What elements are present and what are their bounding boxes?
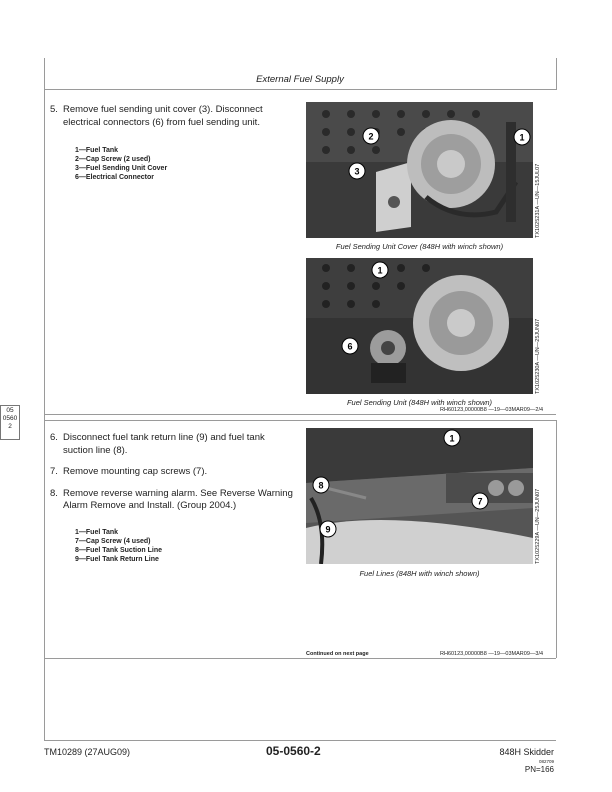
photo1-callout-1	[513, 128, 531, 148]
photo3-callout-7	[471, 492, 489, 512]
footer-page-number: 05-0560-2	[266, 744, 321, 758]
continued-note: Continued on next page	[306, 651, 369, 657]
section2-legend: 1—Fuel Tank 7—Cap Screw (4 used) 8—Fuel Tank Suction Line 9—Fuel Tank Return Line	[75, 529, 162, 563]
svg-text:1: 1	[519, 132, 525, 143]
left-margin-rule	[44, 58, 45, 740]
photo1-callout-3	[348, 162, 366, 182]
footer-model: 848H Skidder	[499, 747, 554, 757]
svg-text:2: 2	[368, 131, 374, 142]
footer-date-code: 082709	[538, 759, 554, 764]
section-divider-3	[44, 658, 556, 659]
footer-rule	[44, 740, 556, 741]
photo1-code: TX1025231A —UN—15JUL07	[535, 163, 541, 238]
photo3-callout-8	[312, 476, 330, 496]
photo-fuel-lines	[306, 428, 533, 564]
photo1-caption: Fuel Sending Unit Cover (848H with winch shown)	[335, 242, 504, 251]
section-header: External Fuel Supply	[256, 74, 344, 85]
svg-text:8: 8	[318, 480, 324, 491]
step-7: 7. Remove mounting cap screws (7).	[50, 466, 208, 477]
section2-ref: RH60123,00000B8 —19—03MAR09—3/4	[440, 651, 544, 657]
footer-manual-id: TM10289 (27AUG09)	[44, 747, 131, 757]
svg-text:6: 6	[347, 341, 353, 352]
svg-text:7: 7	[477, 496, 483, 507]
photo-fuel-sending-unit-cover	[306, 102, 533, 238]
step-5: 5. Remove fuel sending unit cover (3). Disconnect electrical connectors (6) from fuel sending unit.	[50, 104, 263, 128]
right-margin-rule-top	[556, 58, 557, 90]
section-divider-1	[44, 414, 556, 415]
photo2-callout-1	[371, 261, 389, 281]
footer-pn: PN=166	[524, 765, 554, 774]
right-margin-rule-mid	[556, 420, 557, 658]
section1-steps	[50, 104, 290, 129]
step-8: 8. Remove reverse warning alarm. See Reverse Warning Alarm Remove and Install. (Group 2004.)	[50, 487, 293, 511]
svg-text:1: 1	[449, 433, 455, 444]
photo3-callout-1	[443, 429, 461, 449]
section1-ref: RH60123,00000B8 —19—03MAR09—2/4	[440, 407, 544, 413]
header-rule	[44, 89, 556, 90]
step-6: 6. Disconnect fuel tank return line (9) and fuel tank suction line (8).	[50, 432, 265, 456]
photo-fuel-sending-unit	[306, 258, 533, 394]
photo3-code: TX1025229A —UN—25JUN07	[535, 488, 541, 564]
section-tab: 05 0560 2	[0, 405, 20, 440]
section1-legend: 1—Fuel Tank 2—Cap Screw (2 used) 3—Fuel Sending Unit Cover 6—Electrical Connector	[75, 147, 168, 181]
photo3-callout-9	[319, 520, 337, 540]
photo2-callout-6	[341, 337, 359, 357]
photo2-caption: Fuel Sending Unit (848H with winch shown)	[346, 398, 493, 407]
photo3-caption: Fuel Lines (848H with winch shown)	[359, 569, 480, 578]
photo1-callout-2	[362, 127, 380, 147]
svg-text:3: 3	[354, 166, 360, 177]
section2-steps	[50, 432, 300, 513]
svg-text:9: 9	[325, 524, 331, 535]
section-divider-2	[44, 420, 556, 421]
photo2-code: TX1025230A —UN—25JUN07	[535, 318, 541, 394]
svg-text:1: 1	[377, 265, 383, 276]
